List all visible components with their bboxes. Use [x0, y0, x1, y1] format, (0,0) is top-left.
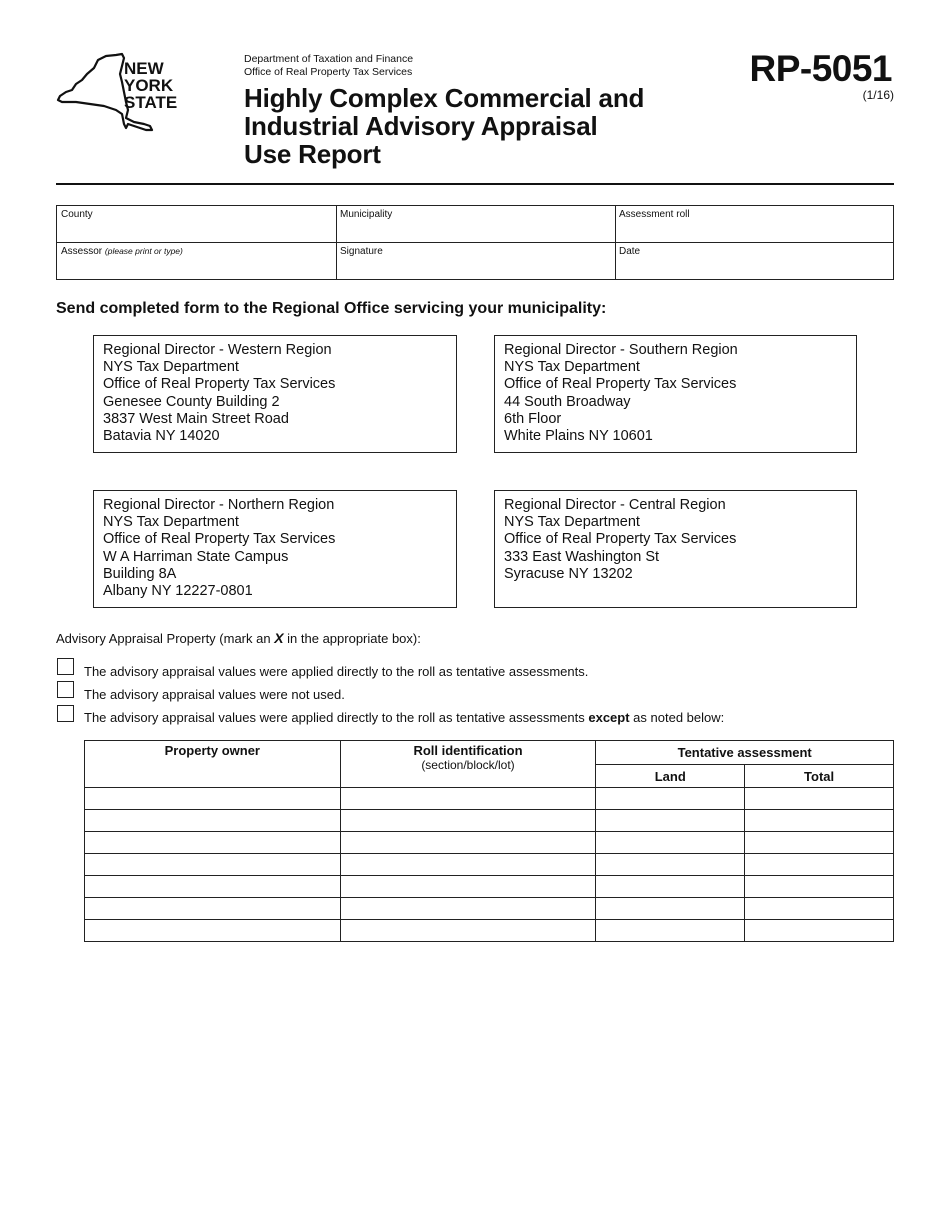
land-cell[interactable] [596, 898, 745, 920]
northern-region-address [93, 490, 457, 608]
address-line: Regional Director - Northern Region [103, 497, 335, 513]
address-line: NYS Tax Department [103, 514, 239, 531]
total-cell[interactable] [745, 832, 894, 854]
table-row [85, 810, 894, 832]
title-line: Industrial Advisory Appraisal [244, 111, 598, 141]
col-header-roll-id [340, 741, 596, 788]
logo-text-state: STATE [124, 93, 178, 112]
col-header-total [745, 765, 894, 788]
option-except-bold: except [588, 710, 630, 725]
address-line: Regional Director - Central Region [504, 497, 726, 513]
owner-cell[interactable] [85, 854, 341, 876]
address-line: NYS Tax Department [103, 359, 239, 376]
form-number: RP-5051 [749, 48, 892, 89]
land-cell[interactable] [596, 854, 745, 876]
table-row [85, 876, 894, 898]
date-label: Date [619, 246, 641, 257]
municipality-field[interactable] [336, 206, 615, 242]
assessment-roll-label: Assessment roll [619, 209, 690, 220]
col-header-subtext: (section/block/lot) [421, 758, 515, 772]
total-cell[interactable] [745, 788, 894, 810]
signature-label: Signature [340, 246, 383, 257]
col-header-property-owner [85, 741, 341, 788]
address-line: Albany NY 12227-0801 [103, 583, 253, 600]
table-row [85, 854, 894, 876]
land-cell[interactable] [596, 832, 745, 854]
address-line: NYS Tax Department [504, 359, 640, 376]
land-cell[interactable] [596, 876, 745, 898]
address-line: White Plains NY 10601 [504, 428, 653, 445]
owner-cell[interactable] [85, 920, 341, 942]
option-except-text: as noted below: [629, 710, 725, 725]
land-cell[interactable] [596, 788, 745, 810]
land-cell[interactable] [596, 920, 745, 942]
title-line: Highly Complex Commercial and [244, 83, 645, 113]
total-cell[interactable] [745, 920, 894, 942]
address-line: 44 South Broadway [504, 393, 631, 410]
central-region-address [494, 490, 857, 608]
assessor-note: (please print or type) [104, 246, 183, 256]
table-row [85, 920, 894, 942]
western-region-address [93, 335, 457, 453]
col-header-land [596, 765, 745, 788]
county-field[interactable] [57, 206, 336, 242]
signature-field[interactable] [336, 243, 615, 279]
advisory-prompt-mark: X [274, 630, 284, 646]
date-field[interactable] [615, 243, 893, 279]
municipality-label: Municipality [340, 209, 393, 220]
header-divider [56, 183, 894, 185]
col-header-text: Roll identification [413, 743, 523, 758]
info-grid [56, 205, 894, 280]
roll-id-cell[interactable] [340, 898, 596, 920]
owner-cell[interactable] [85, 788, 341, 810]
address-line: Regional Director - Southern Region [504, 342, 738, 358]
roll-id-cell[interactable] [340, 854, 596, 876]
option-except-checkbox[interactable] [57, 705, 74, 722]
option-not-used-label: The advisory appraisal values were not used. [84, 687, 345, 702]
option-except-label [84, 710, 724, 725]
col-header-text: Tentative assessment [677, 745, 812, 760]
southern-region-address [494, 335, 857, 453]
roll-id-cell[interactable] [340, 788, 596, 810]
roll-id-cell[interactable] [340, 876, 596, 898]
address-line: W A Harriman State Campus [103, 548, 289, 565]
assessor-label: Assessor [61, 246, 103, 257]
total-cell[interactable] [745, 854, 894, 876]
address-line: Genesee County Building 2 [103, 393, 280, 410]
county-label: County [61, 209, 93, 220]
address-line: 333 East Washington St [504, 548, 660, 565]
roll-id-cell[interactable] [340, 810, 596, 832]
owner-cell[interactable] [85, 898, 341, 920]
office-name: Office of Real Property Tax Services [244, 66, 413, 78]
assessment-roll-field[interactable] [615, 206, 893, 242]
nys-logo [54, 52, 186, 134]
address-line: 3837 West Main Street Road [103, 410, 289, 427]
advisory-prompt [56, 630, 421, 646]
address-line: Office of Real Property Tax Services [504, 531, 737, 548]
address-line: Regional Director - Western Region [103, 342, 332, 358]
assessor-field[interactable] [57, 243, 336, 279]
option-applied-checkbox[interactable] [57, 658, 74, 675]
form-revision: (1/16) [862, 88, 894, 102]
department-block [244, 53, 413, 79]
land-cell[interactable] [596, 810, 745, 832]
advisory-prompt-text: Advisory Appraisal Property (mark an [56, 631, 275, 646]
col-header-text: Land [654, 768, 686, 784]
logo-text-new: NEW [124, 59, 164, 78]
table-row [85, 898, 894, 920]
address-line: Batavia NY 14020 [103, 428, 220, 445]
advisory-prompt-text: in the appropriate box): [283, 631, 421, 646]
total-cell[interactable] [745, 898, 894, 920]
property-table-body [85, 788, 894, 942]
form-title [244, 84, 724, 168]
owner-cell[interactable] [85, 810, 341, 832]
option-applied-label: The advisory appraisal values were applied directly to the roll as tentative assessments. [84, 664, 589, 679]
department-name: Department of Taxation and Finance [244, 53, 414, 65]
logo-text-york: YORK [124, 76, 174, 95]
table-row [85, 788, 894, 810]
owner-cell[interactable] [85, 876, 341, 898]
col-header-text: Total [804, 768, 835, 784]
option-except-text: The advisory appraisal values were applied directly to the roll as tentative assessments [84, 710, 589, 725]
address-line: 6th Floor [504, 410, 562, 427]
col-header-tentative-assessment [596, 741, 894, 765]
address-line: NYS Tax Department [504, 514, 640, 531]
address-line: Office of Real Property Tax Services [103, 376, 336, 393]
col-header-text: Property owner [164, 743, 260, 758]
table-row [85, 832, 894, 854]
address-line: Building 8A [103, 565, 177, 582]
roll-id-cell[interactable] [340, 920, 596, 942]
send-instruction: Send completed form to the Regional Office servicing your municipality: [56, 300, 607, 317]
owner-cell[interactable] [85, 832, 341, 854]
roll-id-cell[interactable] [340, 832, 596, 854]
title-line: Use Report [244, 139, 381, 169]
address-line: Office of Real Property Tax Services [103, 531, 336, 548]
total-cell[interactable] [745, 876, 894, 898]
total-cell[interactable] [745, 810, 894, 832]
property-table [84, 740, 894, 942]
new-york-state-map-icon [54, 52, 186, 134]
address-line: Office of Real Property Tax Services [504, 376, 737, 393]
option-not-used-checkbox[interactable] [57, 681, 74, 698]
address-line: Syracuse NY 13202 [504, 565, 633, 582]
